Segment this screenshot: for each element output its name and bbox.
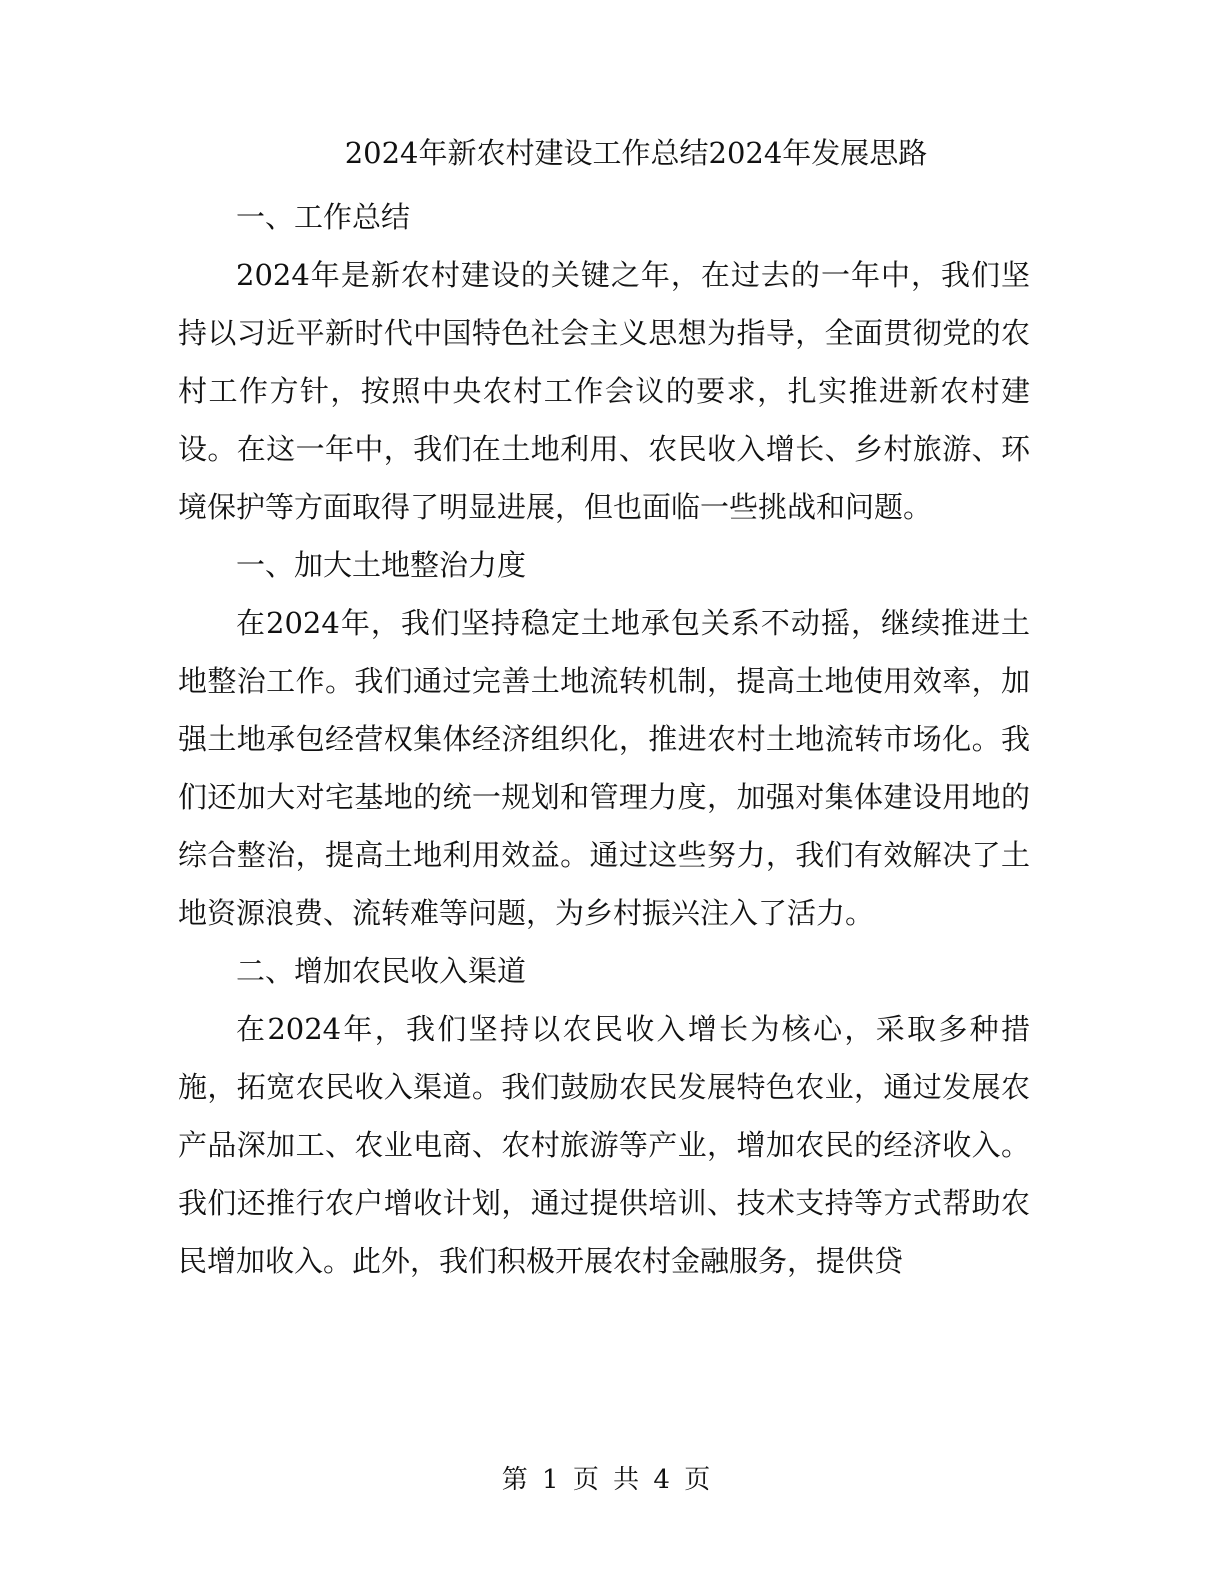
section-heading-land-consolidation: 一、加大土地整治力度: [236, 548, 527, 582]
section-heading-farmer-income: 二、增加农民收入渠道: [236, 954, 527, 988]
document-title: 2024年新农村建设工作总结2024年发展思路: [344, 136, 928, 170]
paragraph-farmer-income: 在2024年，我们坚持以农民收入增长为核心，采取多种措施，拓宽农民收入渠道。我们鼓励农民发展特色农业，通过发展农产品深加工、农业电商、农村旅游等产业，增加农民的经济收入。我们还推行农户增收计划，通过提供培训、技术支持等方式帮助农民增加收入。此外，我们积极开展农村金融服务，提供贷: [178, 1012, 1030, 1278]
document-body: [178, 188, 1030, 1290]
section-heading-work-summary: 一、工作总结: [236, 200, 411, 234]
paragraph-intro: 2024年是新农村建设的关键之年，在过去的一年中，我们坚持以习近平新时代中国特色社会主义思想为指导，全面贯彻党的农村工作方针，按照中央农村工作会议的要求，扎实推进新农村建设。在这一年中，我们在土地利用、农民收入增长、乡村旅游、环境保护等方面取得了明显进展，但也面临一些挑战和问题。: [178, 258, 1030, 524]
page-number-footer: 第 1 页 共 4 页: [501, 1465, 711, 1495]
paragraph-land-consolidation: 在2024年，我们坚持稳定土地承包关系不动摇，继续推进土地整治工作。我们通过完善土地流转机制，提高土地使用效率，加强土地承包经营权集体经济组织化，推进农村土地流转市场化。我们还加大对宅基地的统一规划和管理力度，加强对集体建设用地的综合整治，提高土地利用效益。通过这些努力，我们有效解决了土地资源浪费、流转难等问题，为乡村振兴注入了活力。: [178, 606, 1030, 930]
